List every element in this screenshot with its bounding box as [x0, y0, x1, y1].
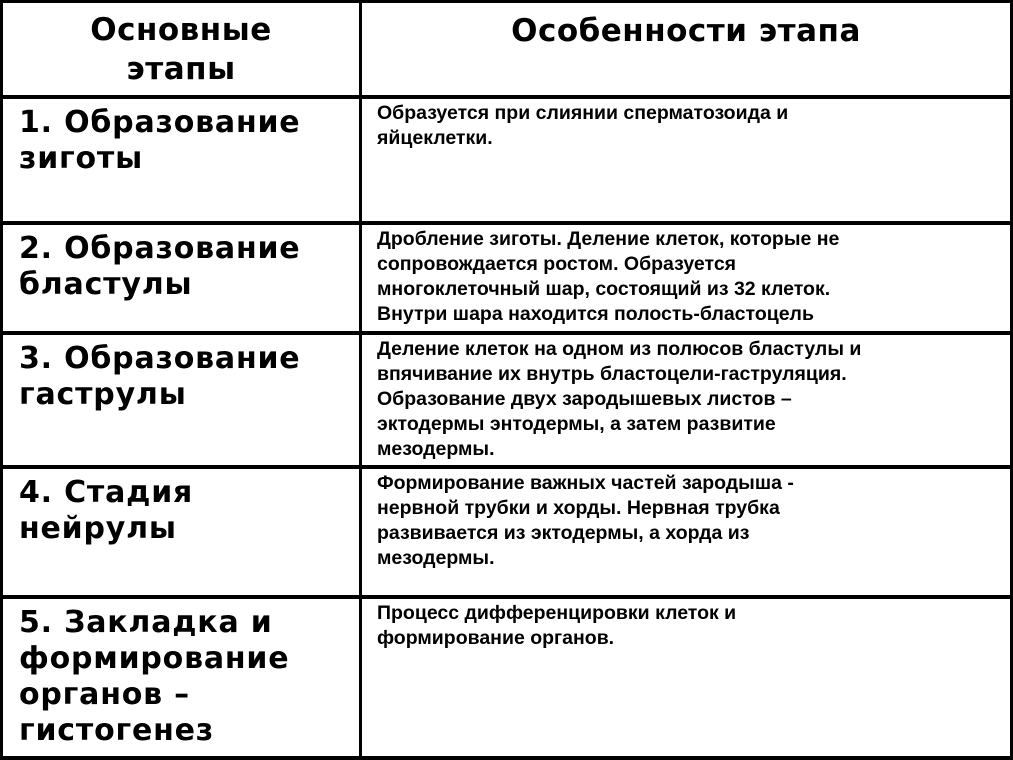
description-text-3: Деление клеток на одном из полюсов бластулы и впячивание их внутрь бластоцели-гаструляция. Образование двух зародышевых листов – эктодермы энтодермы, а затем развитие мезодермы.	[377, 338, 862, 460]
description-text-1: Образуется при слиянии сперматозоида и яйцеклетки.	[377, 102, 789, 149]
stage-cell-4	[3, 469, 359, 595]
stage-cell-1	[3, 99, 359, 221]
description-text-5: Процесс дифференцировки клеток и формирование органов.	[377, 602, 737, 649]
description-cell-3	[362, 335, 1010, 465]
stage-cell-2	[3, 225, 359, 331]
header-features-label: Особенности этапа	[511, 13, 861, 49]
stage-cell-3	[3, 335, 359, 465]
stage-label-4: 4. Стадия нейрулы	[19, 475, 194, 546]
stage-label-1: 1. Образование зиготы	[19, 105, 301, 176]
stage-label-3: 3. Образование гаструлы	[19, 341, 301, 412]
header-stages-label: Основные этапы	[90, 12, 272, 87]
description-cell-2	[362, 225, 1010, 331]
stage-cell-5	[3, 599, 359, 756]
description-text-4: Формирование важных частей зародыша - нервной трубки и хорды. Нервная трубка развивается из эктодермы, а хорда из мезодермы.	[377, 472, 794, 569]
description-cell-1	[362, 99, 1010, 221]
description-cell-4	[362, 469, 1010, 595]
stage-label-5: 5. Закладка и формирование органов – гистогенез	[19, 605, 290, 748]
description-cell-5	[362, 599, 1010, 756]
stage-label-2: 2. Образование бластулы	[19, 231, 301, 302]
header-cell-stages	[3, 3, 359, 95]
header-cell-features	[362, 3, 1010, 95]
description-text-2: Дробление зиготы. Деление клеток, которые не сопровождается ростом. Образуется многоклеточный шар, состоящий из 32 клеток. Внутри шара находится полость-бластоцель	[377, 228, 840, 325]
